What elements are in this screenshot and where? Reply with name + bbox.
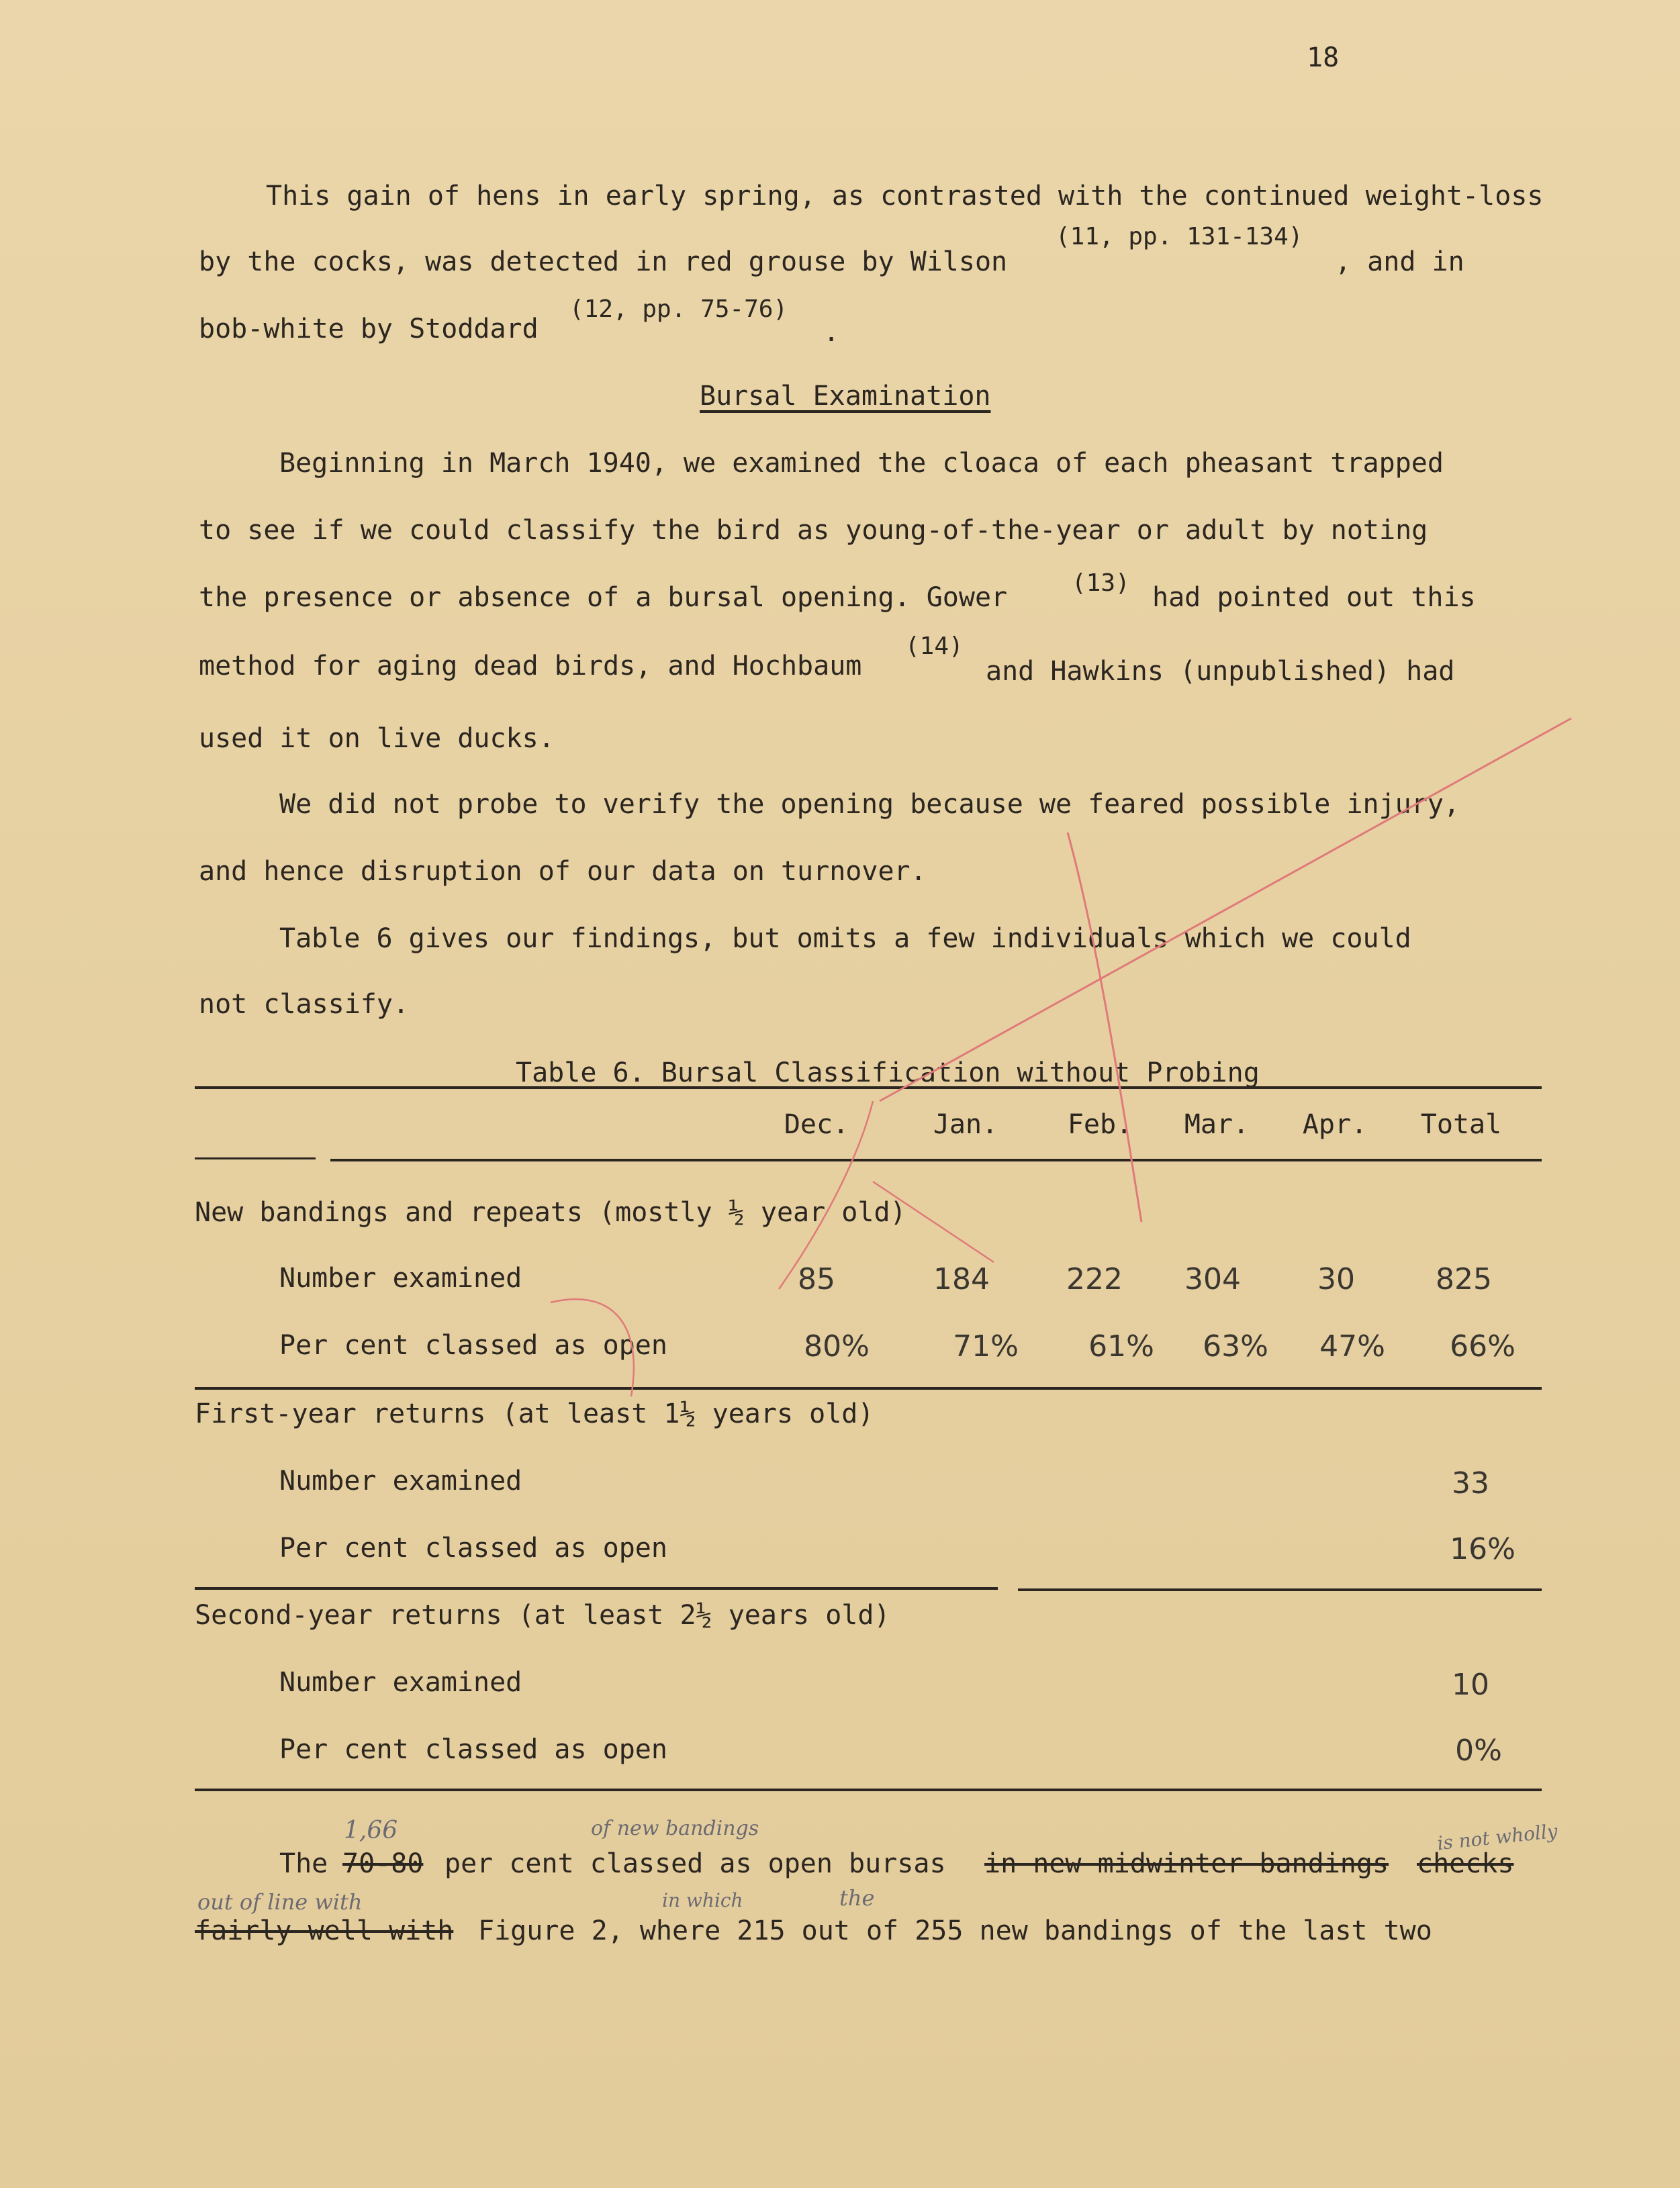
col-header-apr: Apr. [1302,1109,1368,1140]
col-header-jan: Jan. [933,1109,998,1140]
row-label-per-cent-open: Per cent classed as open [279,1734,667,1765]
table-cell: 184 [933,1262,990,1296]
para1-line1: This gain of hens in early spring, as contrasted with the continued weight-loss [266,181,1544,211]
para5-checks: checks [1417,1848,1514,1879]
table-cell: 33 [1452,1466,1489,1501]
table-caption: Table 6. Bursal Classification without Probing [516,1057,1260,1088]
para2-line5: used it on live ducks. [199,723,555,754]
para2-line2: to see if we could classify the bird as young-of-the-year or adult by noting [199,515,1428,546]
para1-line3-ref: (12, pp. 75-76) [569,295,788,323]
table-cell: 0% [1455,1733,1502,1768]
table-cell: 85 [798,1262,835,1296]
para2-line3-end: had pointed out this [1152,582,1476,613]
group-label-second-year: Second-year returns (at least 2½ years old) [195,1600,890,1631]
para2-line4-end: and Hawkins (unpublished) had [986,656,1455,687]
para5-struck-phrase: in new midwinter bandings [984,1848,1389,1879]
group-rule-2-left [195,1587,998,1590]
table-cell: 63% [1203,1329,1268,1364]
para5-the: The [279,1848,328,1879]
para2-line4: method for aging dead birds, and Hochbaum [199,651,862,681]
col-header-mar: Mar. [1184,1109,1250,1140]
group-label-first-year: First-year returns (at least 1½ years old) [195,1398,874,1429]
section-heading: Bursal Examination [700,381,991,412]
para1-line3-end: . [823,317,840,348]
para1-line2-end: , and in [1335,246,1464,277]
para1-line3: bob-white by Stoddard [199,314,539,344]
annotation-of-new-bandings: of new bandings [591,1817,759,1840]
table-cell: 30 [1317,1262,1355,1296]
para5-struck-range: 70-80 [342,1848,424,1879]
para2-line3: the presence or absence of a bursal opening. Gower [199,582,1008,613]
table-cell: 10 [1452,1668,1489,1702]
group-rule-1 [195,1387,1542,1390]
para4-line1: Table 6 gives our findings, but omits a few individuals which we could [279,923,1411,954]
row-label-per-cent-open: Per cent classed as open [279,1330,667,1361]
row-label-number-examined: Number examined [279,1263,522,1294]
para3-line2: and hence disruption of our data on turnover. [199,856,927,887]
table-cell: 16% [1450,1532,1515,1566]
table-cell: 66% [1450,1329,1515,1364]
annotation-figure: 1,66 [344,1817,398,1844]
page-number: 18 [1307,42,1340,73]
group-rule-2-right [1018,1588,1542,1591]
table-cell: 71% [953,1329,1019,1364]
table-cell: 80% [804,1329,870,1364]
table-top-rule [195,1086,1542,1089]
para2-line1: Beginning in March 1940, we examined the cloaca of each pheasant trapped [279,448,1444,479]
header-rule-right [330,1159,1542,1161]
table-cell: 47% [1319,1329,1385,1364]
para5-struck-fairly-well: fairly well with [195,1915,454,1946]
annotation-out-of-line: out of line with [197,1889,363,1915]
row-label-number-examined: Number examined [279,1667,522,1698]
para5-line2: Figure 2, where 215 out of 255 new bandings of the last two [478,1915,1432,1946]
table-cell: 222 [1066,1262,1123,1296]
col-header-dec: Dec. [784,1109,849,1140]
annotation-in-which: in which [662,1889,743,1911]
red-pencil-stroke [880,718,1571,1101]
para2-line3-ref: (13) [1072,569,1130,597]
col-header-feb: Feb. [1067,1109,1133,1140]
table-cell: 304 [1184,1262,1241,1296]
para4-line2: not classify. [199,989,410,1020]
row-label-per-cent-open: Per cent classed as open [279,1533,667,1564]
red-pencil-stroke [1068,833,1141,1222]
para1-line2: by the cocks, was detected in red grouse by Wilson [199,246,1008,277]
header-rule-left [195,1157,316,1159]
table-cell: 61% [1088,1329,1154,1364]
para5-line1-middle: per cent classed as open bursas [445,1848,946,1879]
group-label-new-bandings: New bandings and repeats (mostly ½ year old) [195,1197,906,1228]
row-label-number-examined: Number examined [279,1466,522,1496]
annotation-the: the [839,1885,875,1911]
para3-line1: We did not probe to verify the opening because we feared possible injury, [279,789,1460,820]
para2-line4-ref: (14) [905,632,964,660]
annotation-is-not-wholly: is not wholly [1436,1819,1559,1855]
col-header-total: Total [1420,1109,1502,1140]
table-cell: 825 [1436,1262,1492,1296]
table-bottom-rule [195,1789,1542,1791]
para1-line2-ref: (11, pp. 131-134) [1056,223,1303,250]
